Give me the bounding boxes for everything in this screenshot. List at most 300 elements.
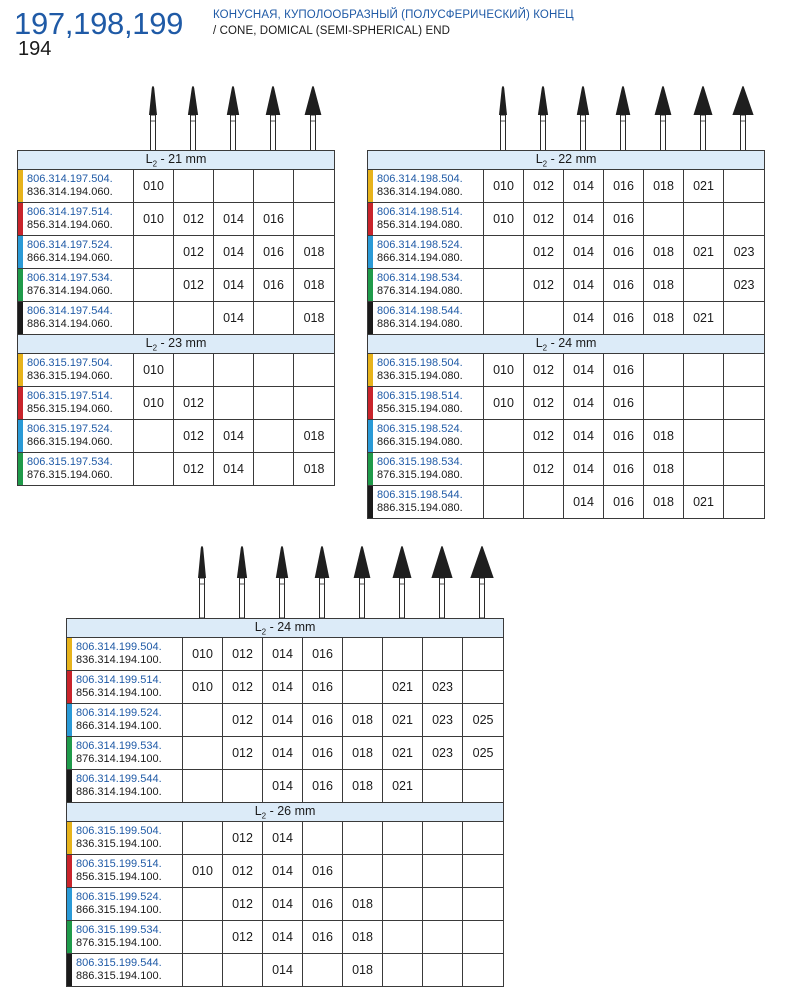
- code-secondary: 866.315.194.100.: [76, 904, 162, 916]
- table-row: [18, 269, 335, 302]
- size-cell: 023: [724, 269, 765, 302]
- code-cell: [67, 954, 183, 987]
- size-cell: 016: [604, 387, 644, 420]
- size-cell: 016: [303, 855, 343, 888]
- code-secondary: 866.314.194.080.: [377, 252, 463, 264]
- size-cell: 012: [524, 387, 564, 420]
- code-cell: [18, 354, 134, 387]
- table-row: [67, 704, 504, 737]
- size-cell: [724, 170, 765, 203]
- size-cell: 021: [684, 302, 724, 335]
- code-primary: 806.314.197.504.: [27, 173, 113, 185]
- bur-icon: [315, 546, 330, 618]
- section-header: $L_2 - 23$ mm: [18, 335, 335, 354]
- code-cell: [67, 704, 183, 737]
- size-cell: [684, 453, 724, 486]
- title-english: / CONE, DOMICAL (SEMI-SPHERICAL) END: [213, 25, 451, 37]
- size-cell: 014: [263, 671, 303, 704]
- code-cell: [368, 453, 484, 486]
- size-cell: [183, 704, 223, 737]
- code-cell: [368, 236, 484, 269]
- size-cell: 012: [223, 737, 263, 770]
- table-row: [67, 737, 504, 770]
- size-cell: 016: [303, 704, 343, 737]
- table-row: [18, 354, 335, 387]
- color-stripe: [18, 236, 23, 268]
- code-primary: 806.315.198.524.: [377, 423, 463, 435]
- table-row: [67, 855, 504, 888]
- size-cell: 016: [604, 236, 644, 269]
- size-cell: 012: [174, 387, 214, 420]
- code-cell: [67, 921, 183, 954]
- bur-icon: [237, 546, 247, 618]
- code-primary: 806.315.197.504.: [27, 357, 113, 369]
- size-cell: 014: [263, 822, 303, 855]
- table-row: [18, 302, 335, 335]
- size-cell: [174, 354, 214, 387]
- size-cell: [383, 921, 423, 954]
- table-row: [67, 822, 504, 855]
- size-cell: [383, 638, 423, 671]
- size-cell: 023: [724, 236, 765, 269]
- size-cell: [383, 888, 423, 921]
- length-label: - 24 mm: [547, 335, 597, 350]
- bur-illustrations-198: [367, 78, 767, 152]
- size-cell: [183, 770, 223, 803]
- code-cell: [368, 387, 484, 420]
- code-primary: 806.314.199.504.: [76, 641, 162, 653]
- code-secondary: 886.315.194.100.: [76, 970, 162, 982]
- table-row: [368, 236, 765, 269]
- code-secondary: 836.315.194.080.: [377, 370, 463, 382]
- size-cell: 023: [423, 671, 463, 704]
- size-cell: [724, 420, 765, 453]
- size-cell: 010: [484, 354, 524, 387]
- code-cell: [18, 269, 134, 302]
- size-cell: [484, 302, 524, 335]
- size-cell: [343, 822, 383, 855]
- code-secondary: 876.314.194.060.: [27, 285, 113, 297]
- color-stripe: [18, 354, 23, 386]
- size-cell: 012: [524, 453, 564, 486]
- code-cell: [368, 269, 484, 302]
- color-stripe: [18, 302, 23, 334]
- size-cell: [423, 921, 463, 954]
- color-stripe: [67, 921, 72, 953]
- color-stripe: [368, 170, 373, 202]
- size-cell: 021: [684, 486, 724, 519]
- code-cell: [67, 888, 183, 921]
- size-cell: [724, 203, 765, 236]
- bur-icon: [149, 86, 157, 152]
- code-secondary: 856.315.194.100.: [76, 871, 162, 883]
- table-row: [368, 203, 765, 236]
- size-cell: [294, 354, 335, 387]
- bur-icon: [694, 86, 713, 152]
- size-cell: 018: [644, 453, 684, 486]
- size-cell: 016: [604, 302, 644, 335]
- color-stripe: [67, 855, 72, 887]
- size-cell: 012: [223, 921, 263, 954]
- size-cell: [134, 269, 174, 302]
- size-cell: 012: [223, 855, 263, 888]
- size-cell: [463, 638, 504, 671]
- length-label: - 26 mm: [266, 803, 316, 818]
- code-primary: 806.314.199.544.: [76, 773, 162, 785]
- size-cell: 023: [423, 737, 463, 770]
- color-stripe: [67, 704, 72, 736]
- size-cell: 018: [644, 486, 684, 519]
- size-cell: 014: [214, 203, 254, 236]
- size-cell: 016: [604, 354, 644, 387]
- size-cell: 021: [383, 737, 423, 770]
- size-cell: [254, 420, 294, 453]
- code-secondary: 856.314.194.100.: [76, 687, 162, 699]
- size-cell: [463, 770, 504, 803]
- code-secondary: 856.314.194.080.: [377, 219, 463, 231]
- size-cell: 014: [564, 420, 604, 453]
- code-cell: [18, 453, 134, 486]
- size-cell: 016: [604, 170, 644, 203]
- size-cell: 010: [183, 638, 223, 671]
- color-stripe: [18, 269, 23, 301]
- code-primary: 806.314.199.534.: [76, 740, 162, 752]
- size-cell: [214, 387, 254, 420]
- size-cell: [644, 354, 684, 387]
- size-cell: 010: [134, 387, 174, 420]
- color-stripe: [18, 387, 23, 419]
- title-russian: КОНУСНАЯ, КУПОЛООБРАЗНЫЙ (ПОЛУСФЕРИЧЕСКИЙ) КОНЕЦ: [213, 9, 574, 21]
- code-secondary: 866.315.194.060.: [27, 436, 113, 448]
- size-cell: [183, 954, 223, 987]
- size-cell: 016: [303, 921, 343, 954]
- size-cell: [134, 302, 174, 335]
- size-cell: 021: [383, 704, 423, 737]
- catalog-subnumber: 194: [18, 38, 52, 60]
- size-cell: [524, 302, 564, 335]
- size-cell: [254, 387, 294, 420]
- size-cell: 018: [294, 302, 335, 335]
- color-stripe: [18, 420, 23, 452]
- bur-illustrations-199: [66, 538, 506, 618]
- size-cell: 018: [294, 420, 335, 453]
- code-primary: 806.314.198.544.: [377, 305, 463, 317]
- size-cell: 014: [564, 236, 604, 269]
- size-cell: 023: [423, 704, 463, 737]
- size-cell: [724, 453, 765, 486]
- section-header: $L_2 - 26$ mm: [67, 803, 504, 822]
- size-cell: 018: [343, 737, 383, 770]
- size-cell: [294, 170, 335, 203]
- size-cell: 021: [684, 236, 724, 269]
- size-cell: 012: [174, 269, 214, 302]
- size-cell: [423, 855, 463, 888]
- size-cell: [134, 236, 174, 269]
- size-cell: [644, 387, 684, 420]
- table-row: [18, 420, 335, 453]
- color-stripe: [368, 203, 373, 235]
- size-cell: [463, 822, 504, 855]
- code-primary: 806.314.198.524.: [377, 239, 463, 251]
- bur-icon: [577, 86, 589, 152]
- code-cell: [18, 387, 134, 420]
- size-cell: [383, 954, 423, 987]
- size-cell: [294, 203, 335, 236]
- size-cell: [254, 170, 294, 203]
- code-cell: [67, 770, 183, 803]
- table-row: [67, 888, 504, 921]
- bur-icon: [538, 86, 548, 152]
- size-cell: 016: [254, 269, 294, 302]
- color-stripe: [67, 888, 72, 920]
- size-cell: 014: [263, 954, 303, 987]
- size-cell: [484, 486, 524, 519]
- code-cell: [368, 170, 484, 203]
- size-cell: 012: [524, 203, 564, 236]
- size-cell: 014: [564, 354, 604, 387]
- size-cell: [463, 921, 504, 954]
- size-cell: 014: [263, 704, 303, 737]
- size-cell: [423, 888, 463, 921]
- size-cell: [463, 954, 504, 987]
- code-secondary: 856.315.194.060.: [27, 403, 113, 415]
- code-secondary: 886.314.194.080.: [377, 318, 463, 330]
- size-cell: [484, 453, 524, 486]
- size-cell: [463, 855, 504, 888]
- size-cell: 018: [343, 888, 383, 921]
- size-cell: [294, 387, 335, 420]
- size-cell: [724, 387, 765, 420]
- size-cell: [684, 387, 724, 420]
- code-primary: 806.314.197.514.: [27, 206, 113, 218]
- size-cell: 012: [223, 671, 263, 704]
- table-row: [368, 486, 765, 519]
- code-cell: [18, 203, 134, 236]
- size-cell: 018: [343, 954, 383, 987]
- size-cell: 018: [644, 236, 684, 269]
- code-secondary: 876.314.194.080.: [377, 285, 463, 297]
- size-cell: 014: [263, 921, 303, 954]
- table-row: [368, 387, 765, 420]
- size-cell: 016: [303, 737, 343, 770]
- size-cell: 012: [223, 822, 263, 855]
- size-cell: 014: [214, 420, 254, 453]
- size-cell: [423, 954, 463, 987]
- size-cell: 018: [644, 269, 684, 302]
- size-cell: [303, 822, 343, 855]
- size-cell: 018: [644, 420, 684, 453]
- size-cell: 021: [383, 770, 423, 803]
- size-cell: [223, 954, 263, 987]
- size-cell: [524, 486, 564, 519]
- bur-icon: [276, 546, 288, 618]
- code-primary: 806.315.198.514.: [377, 390, 463, 402]
- size-cell: 016: [303, 770, 343, 803]
- size-cell: 018: [343, 921, 383, 954]
- size-cell: 012: [524, 269, 564, 302]
- code-primary: 806.314.198.534.: [377, 272, 463, 284]
- size-cell: 016: [604, 269, 644, 302]
- color-stripe: [368, 486, 373, 518]
- size-cell: [254, 302, 294, 335]
- size-cell: 014: [214, 269, 254, 302]
- size-cell: 010: [484, 387, 524, 420]
- code-primary: 806.315.199.534.: [76, 924, 162, 936]
- color-stripe: [368, 387, 373, 419]
- size-cell: 012: [223, 888, 263, 921]
- size-cell: [254, 354, 294, 387]
- size-cell: 016: [604, 453, 644, 486]
- bur-icon: [732, 86, 753, 152]
- code-cell: [368, 486, 484, 519]
- table-row: [368, 302, 765, 335]
- size-cell: [223, 770, 263, 803]
- code-cell: [368, 302, 484, 335]
- table-197: [17, 150, 335, 486]
- code-cell: [67, 855, 183, 888]
- size-cell: [463, 888, 504, 921]
- size-cell: [383, 855, 423, 888]
- size-cell: 012: [174, 453, 214, 486]
- size-cell: 010: [183, 671, 223, 704]
- size-cell: 012: [174, 203, 214, 236]
- code-primary: 806.315.197.534.: [27, 456, 113, 468]
- size-cell: 014: [564, 170, 604, 203]
- code-secondary: 866.314.194.100.: [76, 720, 162, 732]
- size-cell: [134, 453, 174, 486]
- bur-icon: [227, 86, 239, 152]
- code-secondary: 886.315.194.080.: [377, 502, 463, 514]
- size-cell: 018: [644, 302, 684, 335]
- size-cell: 012: [524, 354, 564, 387]
- size-cell: 016: [303, 638, 343, 671]
- code-secondary: 876.314.194.100.: [76, 753, 162, 765]
- size-cell: [684, 269, 724, 302]
- size-cell: 014: [564, 387, 604, 420]
- section-header: $L_2 - 22$ mm: [368, 151, 765, 170]
- bur-illustrations-197: [17, 78, 337, 152]
- table-row: [67, 921, 504, 954]
- section-header: $L_2 - 24$ mm: [67, 619, 504, 638]
- color-stripe: [368, 236, 373, 268]
- length-label: - 22 mm: [547, 151, 597, 166]
- code-primary: 806.314.199.524.: [76, 707, 162, 719]
- size-cell: 014: [214, 302, 254, 335]
- size-cell: 016: [254, 203, 294, 236]
- code-secondary: 866.315.194.080.: [377, 436, 463, 448]
- bur-icon: [198, 546, 206, 618]
- code-primary: 806.315.199.514.: [76, 858, 162, 870]
- size-cell: [423, 638, 463, 671]
- code-primary: 806.314.198.504.: [377, 173, 463, 185]
- size-cell: 014: [263, 638, 303, 671]
- color-stripe: [368, 354, 373, 386]
- size-cell: 012: [524, 420, 564, 453]
- size-cell: [183, 888, 223, 921]
- size-cell: 012: [174, 420, 214, 453]
- size-cell: [484, 269, 524, 302]
- bur-icon: [354, 546, 371, 618]
- table-row: [368, 269, 765, 302]
- code-primary: 806.315.199.524.: [76, 891, 162, 903]
- code-secondary: 836.314.194.080.: [377, 186, 463, 198]
- size-cell: [684, 354, 724, 387]
- size-cell: 018: [343, 704, 383, 737]
- size-cell: 016: [303, 671, 343, 704]
- code-secondary: 886.314.194.100.: [76, 786, 162, 798]
- size-cell: 018: [294, 453, 335, 486]
- bur-icon: [393, 546, 412, 618]
- code-cell: [18, 302, 134, 335]
- table-row: [18, 453, 335, 486]
- table-row: [368, 420, 765, 453]
- color-stripe: [67, 638, 72, 670]
- size-cell: 016: [604, 420, 644, 453]
- length-label: - 23 mm: [157, 335, 207, 350]
- size-cell: [183, 737, 223, 770]
- code-primary: 806.314.198.514.: [377, 206, 463, 218]
- size-cell: [134, 420, 174, 453]
- size-cell: [684, 420, 724, 453]
- size-cell: [303, 954, 343, 987]
- size-cell: [343, 671, 383, 704]
- table-row: [368, 170, 765, 203]
- size-cell: 018: [294, 236, 335, 269]
- size-cell: 010: [134, 170, 174, 203]
- section-header: $L_2 - 24$ mm: [368, 335, 765, 354]
- size-cell: [343, 638, 383, 671]
- size-cell: 021: [383, 671, 423, 704]
- length-label: - 21 mm: [157, 151, 207, 166]
- size-cell: 016: [254, 236, 294, 269]
- bur-icon: [266, 86, 281, 152]
- bur-icon: [470, 546, 493, 618]
- size-cell: 014: [564, 486, 604, 519]
- size-cell: 012: [174, 236, 214, 269]
- size-cell: [463, 671, 504, 704]
- code-cell: [67, 822, 183, 855]
- size-cell: [174, 170, 214, 203]
- size-cell: 014: [214, 453, 254, 486]
- code-cell: [18, 420, 134, 453]
- size-cell: [724, 486, 765, 519]
- bur-icon: [499, 86, 507, 152]
- size-cell: 010: [484, 203, 524, 236]
- size-cell: 016: [604, 203, 644, 236]
- color-stripe: [67, 954, 72, 986]
- size-cell: 012: [223, 638, 263, 671]
- size-cell: [484, 420, 524, 453]
- size-cell: [183, 822, 223, 855]
- size-cell: 014: [263, 888, 303, 921]
- size-cell: 010: [484, 170, 524, 203]
- bur-icon: [188, 86, 198, 152]
- code-secondary: 836.315.194.060.: [27, 370, 113, 382]
- table-row: [368, 453, 765, 486]
- code-primary: 806.314.197.534.: [27, 272, 113, 284]
- size-cell: 025: [463, 737, 504, 770]
- code-secondary: 836.314.194.100.: [76, 654, 162, 666]
- size-cell: [423, 822, 463, 855]
- size-cell: 021: [684, 170, 724, 203]
- code-secondary: 876.315.194.060.: [27, 469, 113, 481]
- size-cell: 014: [564, 302, 604, 335]
- size-cell: 014: [564, 203, 604, 236]
- color-stripe: [67, 822, 72, 854]
- size-cell: [644, 203, 684, 236]
- code-cell: [18, 236, 134, 269]
- size-cell: [724, 354, 765, 387]
